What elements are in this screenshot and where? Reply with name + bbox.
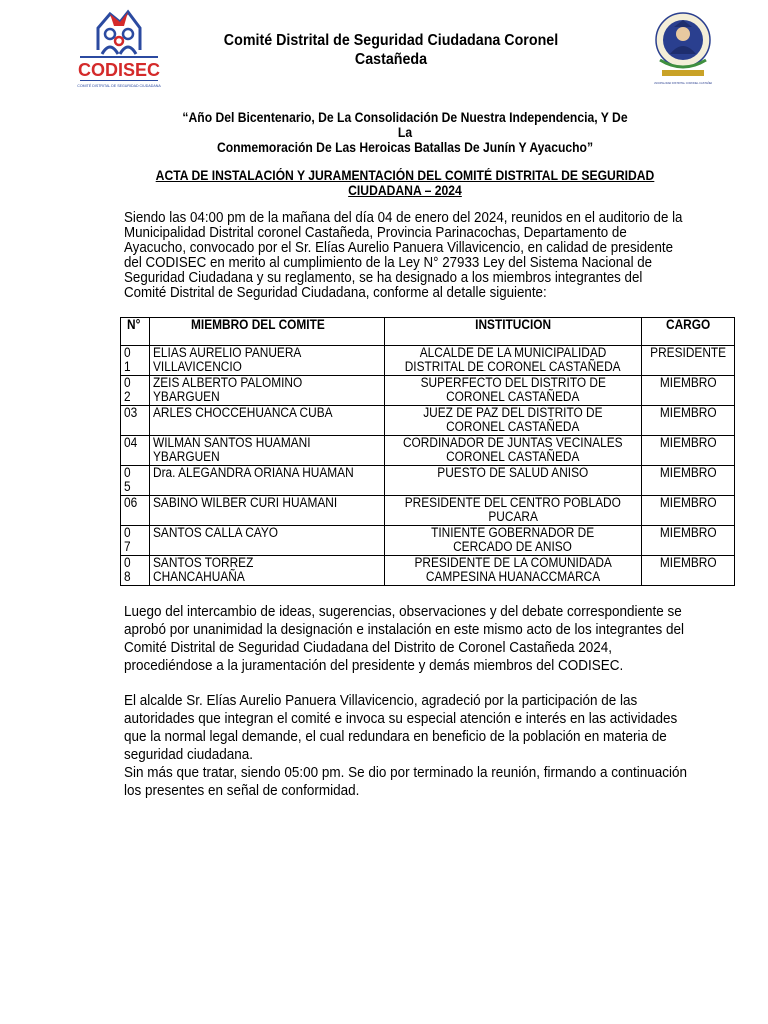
row-number — [121, 466, 150, 496]
row-member-name-text: CHANCAHUAÑA — [153, 569, 245, 584]
row-number — [121, 376, 150, 406]
row-institution-text: CERCADO DE ANISO — [453, 539, 573, 554]
row-institution-text: CORONEL CASTAÑEDA — [446, 449, 580, 464]
row-institution — [385, 406, 642, 436]
paragraph-closing: Sin más que tratar, siendo 05:00 pm. Se dio por terminado la reunión, firmando a continuación los presentes en señal de conformidad. — [124, 765, 687, 799]
row-number-text: 8 — [124, 569, 131, 584]
row-role — [641, 556, 734, 586]
act-title — [149, 168, 662, 198]
row-number-text: 0 — [124, 525, 131, 540]
row-member-name — [150, 376, 385, 406]
row-institution-text: CORDINADOR DE JUNTAS VECINALES — [403, 435, 623, 450]
row-institution — [385, 436, 642, 466]
row-institution — [385, 466, 642, 496]
row-number-text: 03 — [124, 405, 138, 420]
row-member-name-text: ZEIS ALBERTO PALOMINO — [153, 375, 303, 390]
intro-line: del CODISEC en merito al cumplimiento de la Ley N° 27933 Ley del Sistema Nacional de — [124, 255, 653, 271]
row-number-text: 7 — [124, 539, 131, 554]
row-member-name-text: SABINO WILBER CURI HUAMANI — [153, 495, 338, 510]
seal-caption: MUNICIPALIDAD DISTRITAL CORONEL CASTAÑEDA — [654, 82, 712, 85]
row-member-name-text: YBARGUEN — [153, 449, 220, 464]
row-institution-text: SUPERFECTO DEL DISTRITO DE — [420, 375, 606, 390]
row-number-text: 04 — [124, 435, 138, 450]
row-institution — [385, 376, 642, 406]
row-role — [641, 406, 734, 436]
row-member-name-text: WILMAN SANTOS HUAMANI — [153, 435, 311, 450]
row-member-name — [150, 466, 385, 496]
row-number-text: 06 — [124, 495, 138, 510]
row-role-text: PRESIDENTE — [649, 345, 726, 360]
row-institution-text: CORONEL CASTAÑEDA — [446, 419, 580, 434]
row-member-name-text: YBARGUEN — [153, 389, 220, 404]
table-row — [121, 466, 735, 496]
row-institution-text: TINIENTE GOBERNADOR DE — [431, 525, 595, 540]
row-role — [641, 346, 734, 376]
row-member-name — [150, 406, 385, 436]
municipality-seal — [654, 8, 712, 92]
row-role — [641, 436, 734, 466]
row-institution-text: JUEZ DE PAZ DEL DISTRITO DE — [423, 405, 603, 420]
page-title-line1: Comité Distrital de Seguridad Ciudadana Coronel — [223, 32, 559, 49]
row-role — [641, 376, 734, 406]
table-row — [121, 406, 735, 436]
row-number-text: 2 — [124, 389, 131, 404]
intro-line: Seguridad Ciudadana y su reglamento, se ha designado a los miembros integrantes del — [124, 270, 643, 286]
intro-line: Siendo las 04:00 pm de la mañana del día 04 de enero del 2024, reunidos en el auditorio de la — [124, 210, 683, 226]
row-member-name-text: ARLES CHOCCEHUANCA CUBA — [153, 405, 333, 420]
codisec-logo-text: CODISEC — [77, 60, 161, 80]
table-row — [121, 376, 735, 406]
intro-line: Municipalidad Distrital coronel Castañeda, Provincia Parinacochas, Departamento de — [124, 225, 627, 241]
row-number-text: 0 — [124, 375, 131, 390]
page-title-line2: Castañeda — [354, 51, 428, 68]
year-motto — [176, 110, 635, 155]
table-row — [121, 496, 735, 526]
row-number — [121, 406, 150, 436]
intro-line: Ayacucho, convocado por el Sr. Elías Aurelio Panuera Villavicencio, en calidad de presidente — [124, 240, 674, 256]
row-member-name-text: Dra. ALEGANDRA ORIANA HUAMAN — [153, 465, 354, 480]
intro-paragraph — [124, 211, 694, 301]
header-member: MIEMBRO DEL COMITE — [150, 318, 385, 346]
row-number — [121, 346, 150, 376]
row-institution-text: PUESTO DE SALUD ANISO — [437, 465, 589, 480]
row-member-name — [150, 496, 385, 526]
row-institution-text: CORONEL CASTAÑEDA — [446, 389, 580, 404]
act-title-line2: CIUDADANA – 2024 — [348, 183, 462, 198]
row-member-name — [150, 436, 385, 466]
row-institution — [385, 526, 642, 556]
row-number-text: 0 — [124, 345, 131, 360]
row-number-text: 0 — [124, 465, 131, 480]
row-member-name — [150, 556, 385, 586]
row-number-text: 0 — [124, 555, 131, 570]
row-role — [641, 496, 734, 526]
act-title-line1: ACTA DE INSTALACIÓN Y JURAMENTACIÓN DEL COMITÉ DISTRITAL DE SEGURIDAD — [155, 168, 655, 183]
row-number — [121, 436, 150, 466]
codisec-logo-subtitle: COMITÉ DISTRITAL DE SEGURIDAD CIUDADANA — [77, 84, 161, 88]
row-number — [121, 556, 150, 586]
row-role-text: MIEMBRO — [659, 435, 717, 450]
row-member-name-text: ELIAS AURELIO PANUERA — [153, 345, 302, 360]
row-institution — [385, 556, 642, 586]
row-role-text: MIEMBRO — [659, 405, 717, 420]
paragraph-approval: Luego del intercambio de ideas, sugerencias, observaciones y del debate correspondiente se aprobó por unanimidad la designación e instalación en este mismo acto de los integrantes del Comité Distrital de Seguridad Ciudadana del Distrito de Coronel Castañeda 2024, procediéndose a la juramentación del presidente y demás miembros del CODISEC. — [124, 604, 684, 674]
table-row — [121, 436, 735, 466]
header-role: CARGO — [641, 318, 734, 346]
intro-line: Comité Distrital de Seguridad Ciudadana, conforme al detalle siguiente: — [124, 285, 547, 301]
row-member-name-text: VILLAVICENCIO — [153, 359, 243, 374]
row-role-text: MIEMBRO — [659, 525, 717, 540]
row-role-text: MIEMBRO — [659, 375, 717, 390]
codisec-logo — [76, 8, 162, 90]
row-role-text: MIEMBRO — [659, 555, 717, 570]
table-row — [121, 556, 735, 586]
row-institution-text: PRESIDENTE DEL CENTRO POBLADO — [404, 495, 621, 510]
table-row — [121, 526, 735, 556]
row-institution-text: DISTRITAL DE CORONEL CASTAÑEDA — [405, 359, 621, 374]
members-table — [120, 317, 735, 586]
row-number — [121, 496, 150, 526]
row-role-text: MIEMBRO — [659, 465, 717, 480]
row-role — [641, 526, 734, 556]
row-institution-text: CAMPESINA HUANACCMARCA — [425, 569, 601, 584]
row-number-text: 5 — [124, 479, 131, 494]
header-institution: INSTITUCION — [385, 318, 642, 346]
year-motto-line2: Conmemoración De Las Heroicas Batallas De Junín Y Ayacucho” — [216, 140, 594, 155]
row-member-name — [150, 346, 385, 376]
row-institution-text: ALCALDE DE LA MUNICIPALIDAD — [419, 345, 607, 360]
row-institution — [385, 346, 642, 376]
table-row — [121, 346, 735, 376]
row-member-name-text: SANTOS TORREZ — [153, 555, 254, 570]
row-member-name-text: SANTOS CALLA CAYO — [153, 525, 279, 540]
year-motto-line1: “Año Del Bicentenario, De La Consolidación De Nuestra Independencia, Y De La — [182, 110, 628, 140]
row-institution — [385, 496, 642, 526]
paragraph-mayor-thanks: El alcalde Sr. Elías Aurelio Panuera Villavicencio, agradeció por la participación de las autoridades que integran el comité e invoca su especial atención e interés en las actividades que la normal legal demande, el cual redundara en beneficio de la población en materia de seguridad ciudadana. — [124, 693, 678, 763]
row-institution-text: PUCARA — [488, 509, 538, 524]
row-institution-text: PRESIDENTE DE LA COMUNIDADA — [414, 555, 612, 570]
row-member-name — [150, 526, 385, 556]
row-number-text: 1 — [124, 359, 131, 374]
row-role-text: MIEMBRO — [659, 495, 717, 510]
page-title — [212, 31, 571, 69]
row-number — [121, 526, 150, 556]
row-role — [641, 466, 734, 496]
header-no: N° — [121, 318, 150, 346]
table-header-row — [121, 318, 735, 346]
